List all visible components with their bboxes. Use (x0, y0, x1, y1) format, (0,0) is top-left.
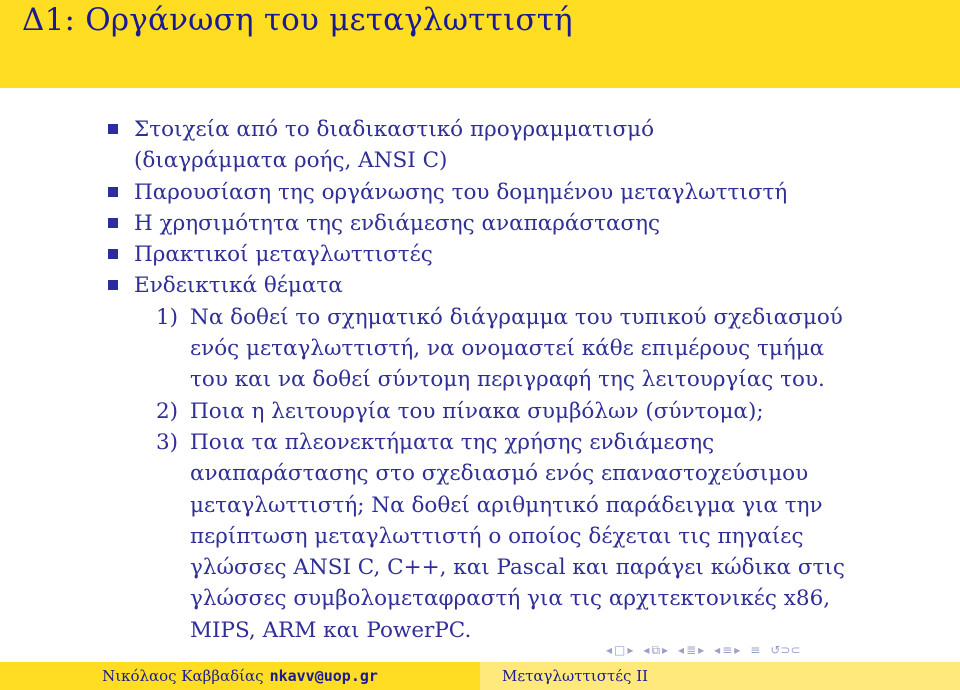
bullet-text: Στοιχεία από το διαδικαστικό προγραμματισμό (134, 117, 655, 142)
footer-author (0, 662, 480, 690)
question-text: του και να δοθεί σύντομη περιγραφή της λειτουργίας του. (190, 367, 825, 393)
slide-title: Δ1: Οργάνωση του μεταγλωττιστή (22, 2, 573, 38)
nav-subsubsection-right-icon[interactable]: ▸ (734, 643, 741, 657)
bullet-text: Ενδεικτικά θέματα (134, 273, 343, 299)
nav-subsection-icon: ⧉ (651, 642, 661, 657)
nav-subsubsection-left-icon[interactable]: ◂ (714, 643, 721, 657)
question-item (156, 302, 908, 396)
beamer-navigation (606, 640, 801, 660)
question-number: 3) (156, 429, 179, 455)
bullet-item (108, 270, 908, 301)
title-bar (0, 0, 960, 88)
bullet-text: (διαγράμματα ροής, ANSI C) (134, 148, 448, 174)
nav-section-left-icon[interactable]: ◂ (678, 643, 685, 657)
nav-frame-right-icon[interactable]: ▸ (627, 643, 634, 657)
nav-frame-icon: □ (614, 643, 626, 657)
question-item (156, 427, 908, 646)
nav-section-right-icon[interactable]: ▸ (698, 643, 705, 657)
nav-section-group (678, 643, 704, 657)
question-item (156, 396, 908, 427)
bullet-square-icon (108, 218, 118, 228)
author-email: nkavv@uop.gr (269, 667, 378, 685)
question-text: μεταγλωττιστή; Να δοθεί αριθμητικό παράδειγμα για την (190, 492, 823, 518)
nav-frame-left-icon[interactable]: ◂ (606, 643, 613, 657)
bullet-text: Η χρησιμότητα της ενδιάμεσης αναπαράστασης (134, 210, 661, 236)
question-text: Ποια η λειτουργία του πίνακα συμβόλων (σύντομα); (190, 398, 764, 424)
bullet-square-icon (108, 280, 118, 290)
question-text: γλώσσες ANSI C, C++, και Pascal και παράγει κώδικα στις (190, 555, 845, 581)
nav-subsubsection-group (714, 643, 740, 657)
nav-subsection-right-icon[interactable]: ▸ (662, 643, 669, 657)
author-name: Νικόλαος Καββαδίας (102, 667, 264, 685)
nav-subsubsection-icon: ≡ (722, 643, 733, 657)
question-text: ενός μεταγλωττιστή, να ονομαστεί κάθε επιμέρους τμήμα (190, 336, 825, 362)
bullet-item (108, 208, 908, 239)
nav-subsection-group (643, 643, 668, 658)
bullet-text: Πρακτικοί μεταγλωττιστές (134, 242, 433, 268)
bullet-square-icon (108, 249, 118, 259)
question-text: περίπτωση μεταγλωττιστή ο οποίος δέχεται τις πηγαίες (190, 523, 804, 549)
question-text: γλώσσες συμβολομεταφραστή για τις αρχιτεκτονικές x86, (190, 586, 831, 612)
footer (0, 662, 960, 690)
bullet-square-icon (108, 124, 118, 134)
question-number: 2) (156, 398, 179, 424)
nav-search-icon[interactable]: ↺⊃⊂ (770, 643, 801, 657)
question-number: 1) (156, 304, 179, 330)
bullet-text: Παρουσίαση της οργάνωσης του δομημένου μεταγλωττιστή (134, 179, 788, 205)
nav-frame-group (606, 643, 633, 657)
question-text: αναπαράστασης στο σχεδιασμό ενός επαναστοχεύσιμου (190, 461, 809, 487)
question-text: MIPS, ARM και PowerPC. (190, 617, 472, 643)
course-title: Μεταγλωττιστές ΙΙ (502, 667, 649, 685)
question-text: Ποια τα πλεονεκτήματα της χρήσης ενδιάμεσης (190, 429, 715, 455)
nav-subsection-left-icon[interactable]: ◂ (643, 643, 650, 657)
nav-section-icon: ≣ (686, 643, 697, 657)
bullet-item (108, 239, 908, 270)
bullet-item (108, 177, 908, 208)
bullet-item (108, 114, 908, 177)
question-text: Να δοθεί το σχηματικό διάγραμμα του τυπικού σχεδιασμού (190, 304, 843, 330)
bullet-square-icon (108, 187, 118, 197)
nav-align-icon[interactable]: ≡ (750, 643, 761, 657)
footer-course (480, 662, 960, 690)
slide-content (108, 114, 908, 646)
